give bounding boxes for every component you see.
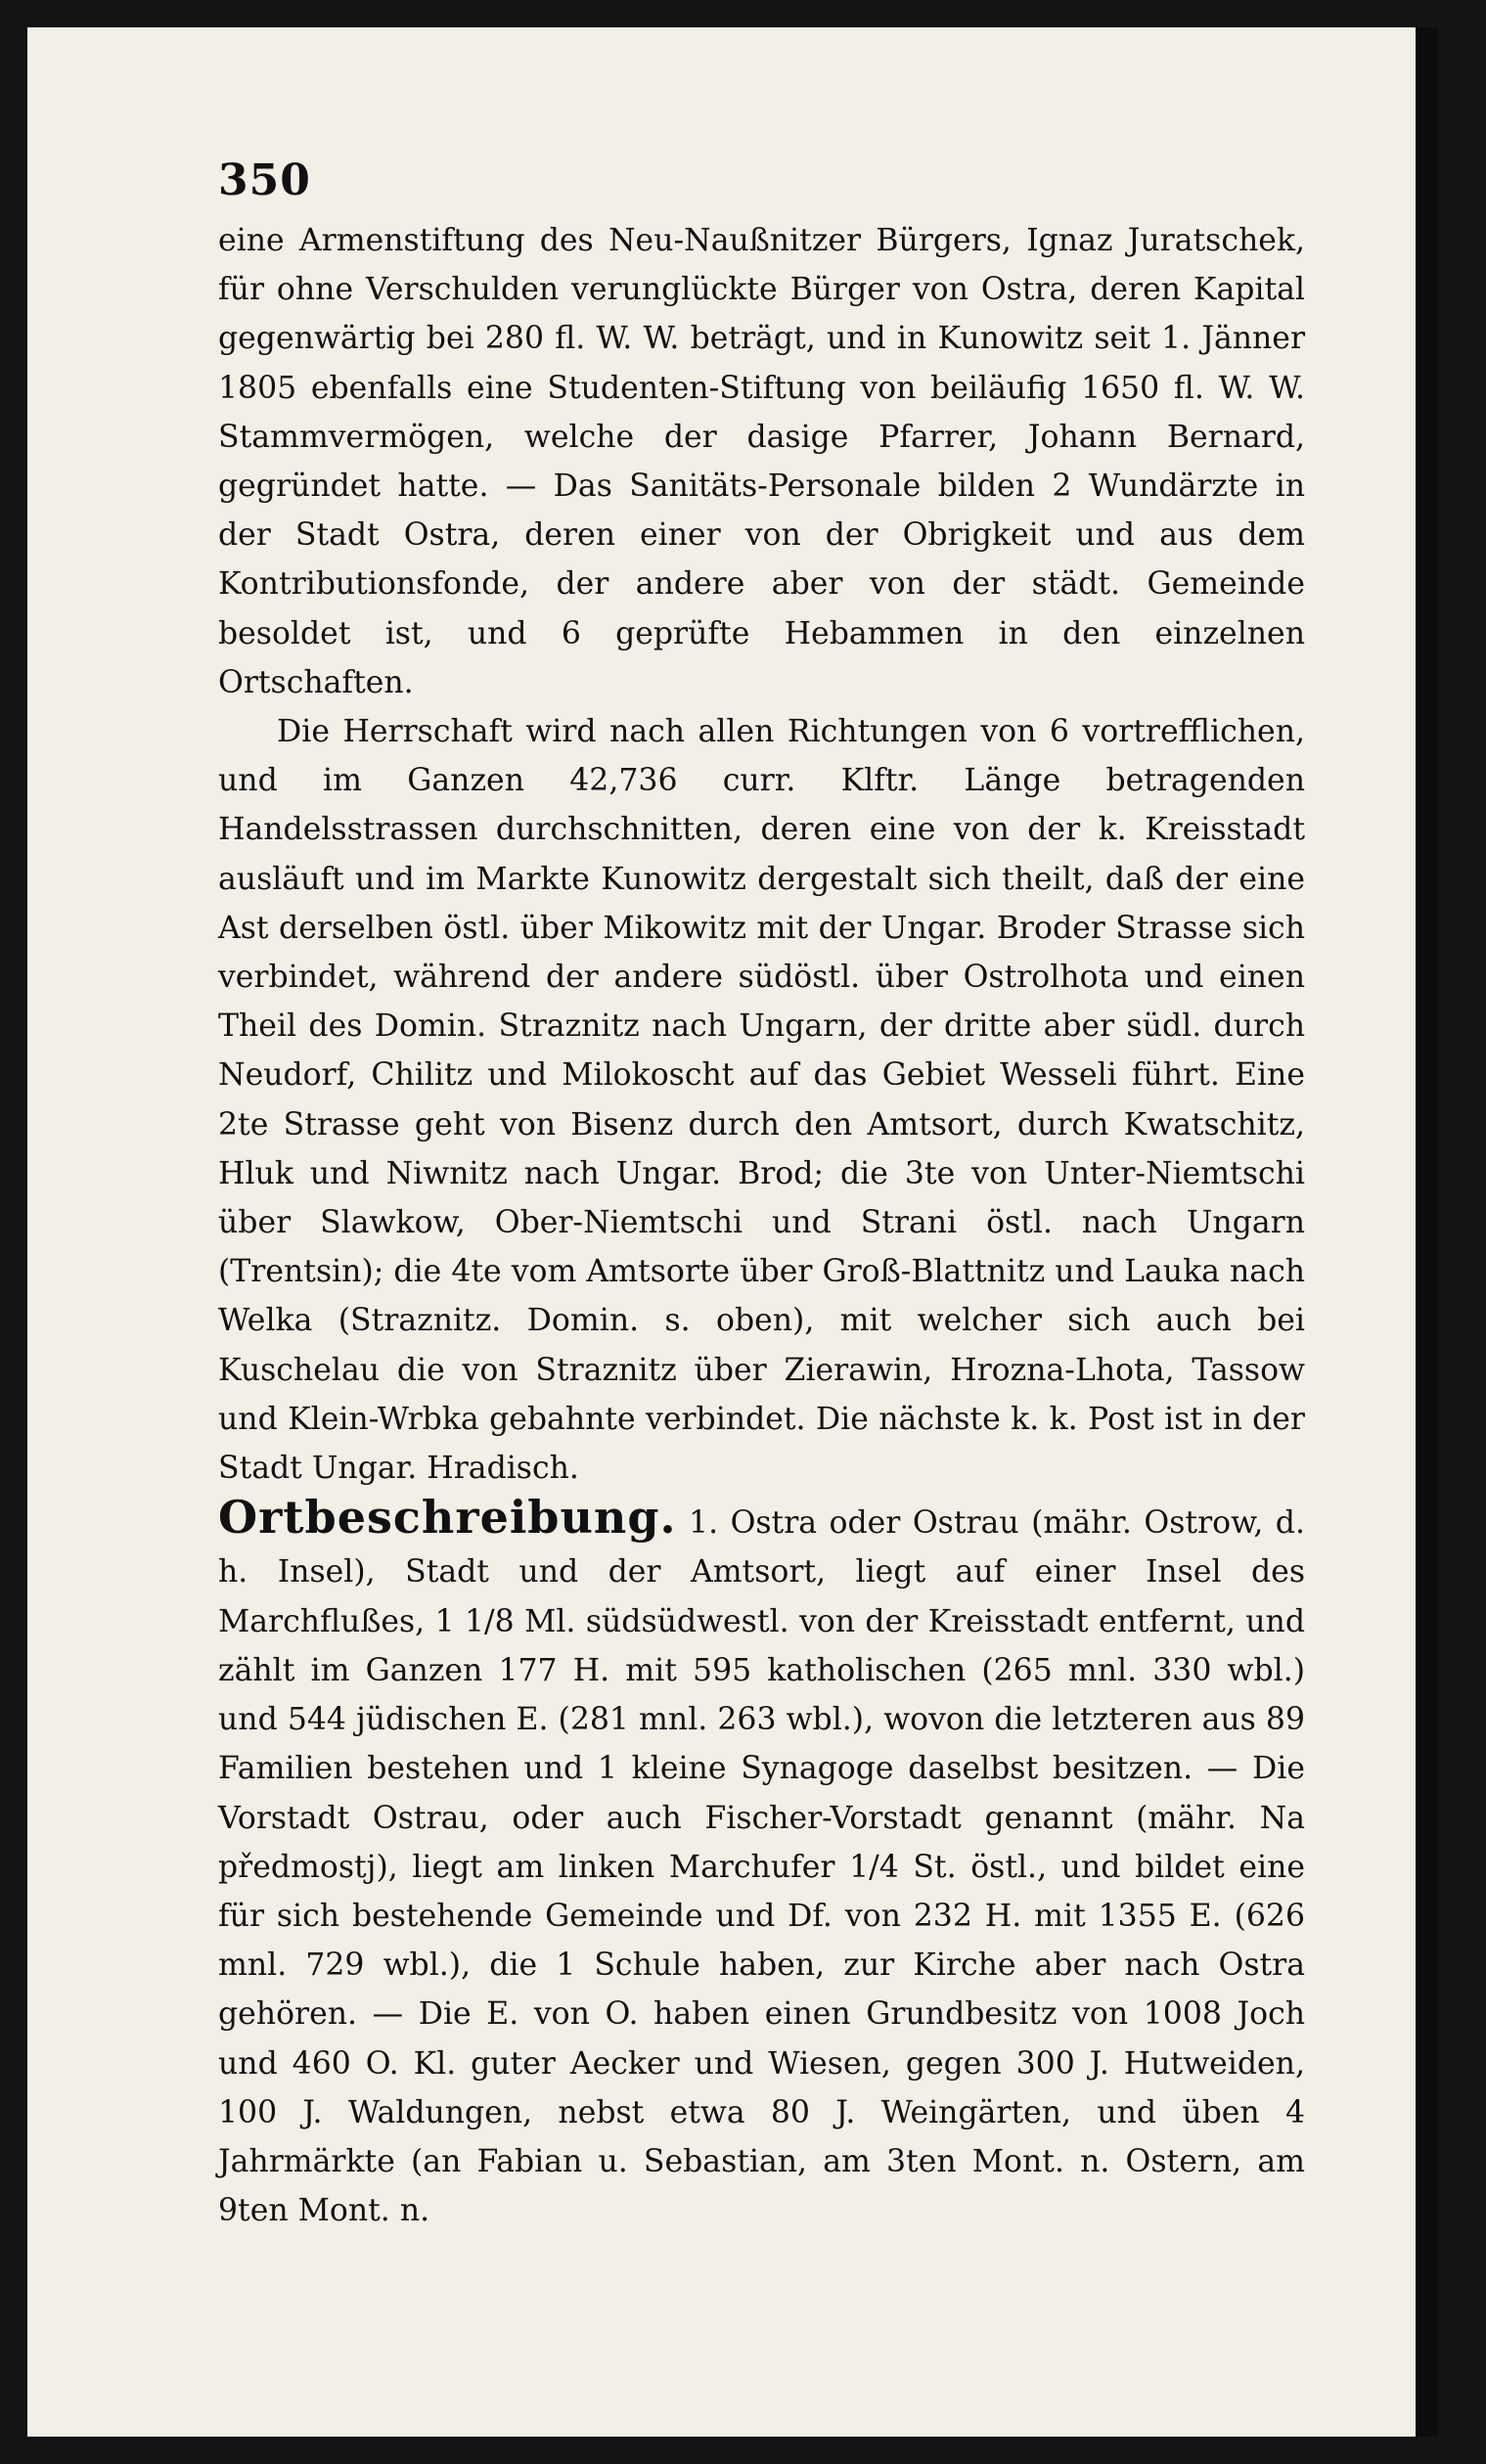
paragraph-foundations-sanitary: eine Armenstiftung des Neu-Naußnitzer Bürgers, Ignaz Juratschek, für ohne Verschulden verunglückte Bürger von Ostra, deren Kapital gegenwärtig bei 280 fl. W. W. beträgt, und in Kunowitz seit 1. Jänner 1805 ebenfalls eine Studenten-Stiftung von beiläufig 1650 fl. W. W. Stammvermögen, welche der dasige Pfarrer, Johann Bernard, gegründet hatte. — Das Sanitäts-Personale bilden 2 Wundärzte in der Stadt Ostra, deren einer von der Obrigkeit und aus dem Kontributionsfonde, der andere aber von der städt. Gemeinde besoldet ist, und 6 geprüfte Hebammen in den einzelnen Ortschaften. — [218, 223, 1305, 700]
page-edge-shadow — [1416, 27, 1437, 2437]
paragraph-roads: Die Herrschaft wird nach allen Richtungen von 6 vortrefflichen, und im Ganzen 42,736 curr. Klftr. Länge betragenden Handelsstrassen durchschnitten, deren eine von der k. Kreisstadt ausläuft und im Markte Kunowitz dergestalt sich theilt, daß der eine Ast derselben östl. über Mikowitz mit der Ungar. Broder Strasse sich verbindet, während der andere südöstl. über Ostrolhota und einen Theil des Domin. Straznitz nach Ungarn, der dritte aber südl. durch Neudorf, Chilitz und Milokoscht auf das Gebiet Wesseli führt. Eine 2te Strasse geht von Bisenz durch den Amtsort, durch Kwatschitz, Hluk und Niwnitz nach Ungar. Brod; die 3te von Unter-Niemtschi über Slawkow, Ober-Niemtschi und Strani östl. nach Ungarn (Trentsin); die 4te vom Amtsorte über Groß-Blattnitz und Lauka nach Welka (Straznitz. Domin. s. oben), mit welcher sich auch bei Kuschelau die von Straznitz über Zierawin, Hrozna-Lhota, Tassow und Klein-Wrbka gebahnte verbindet. Die nächste k. k. Post ist in der Stadt Ungar. Hradisch. — [218, 714, 1305, 1487]
paragraph-place-description — [218, 1493, 1305, 2235]
book-page — [27, 27, 1437, 2437]
section-heading: Ortbeschreibung. — [218, 1491, 677, 1545]
page-number: 350 — [218, 156, 311, 205]
section-body: 1. Ostra oder Ostrau (mähr. Ostrow, d. h. Insel), Stadt und der Amtsort, liegt auf einer Insel des Marchflußes, 1 1/8 Ml. südsüdwestl. von der Kreisstadt entfernt, und zählt im Ganzen 177 H. mit 595 katholischen (265 mnl. 330 wbl.) und 544 jüdischen E. (281 mnl. 263 wbl.), wovon die letzteren aus 89 Familien bestehen und 1 kleine Synagoge daselbst besitzen. — Die Vorstadt Ostrau, oder auch Fischer-Vorstadt genannt (mähr. Na předmostj), liegt am linken Marchufer 1/4 St. östl., und bildet eine für sich bestehende Gemeinde und Df. von 232 H. mit 1355 E. (626 mnl. 729 wbl.), die 1 Schule haben, zur Kirche aber nach Ostra gehören. — Die E. von O. haben einen Grundbesitz von 1008 Joch und 460 O. Kl. guter Aecker und Wiesen, gegen 300 J. Hutweiden, 100 J. Waldungen, nebst etwa 80 J. Weingärten, und üben 4 Jahrmärkte (an Fabian u. Sebastian, am 3ten Mont. n. Ostern, am 9ten Mont. n. — [218, 1505, 1305, 2229]
